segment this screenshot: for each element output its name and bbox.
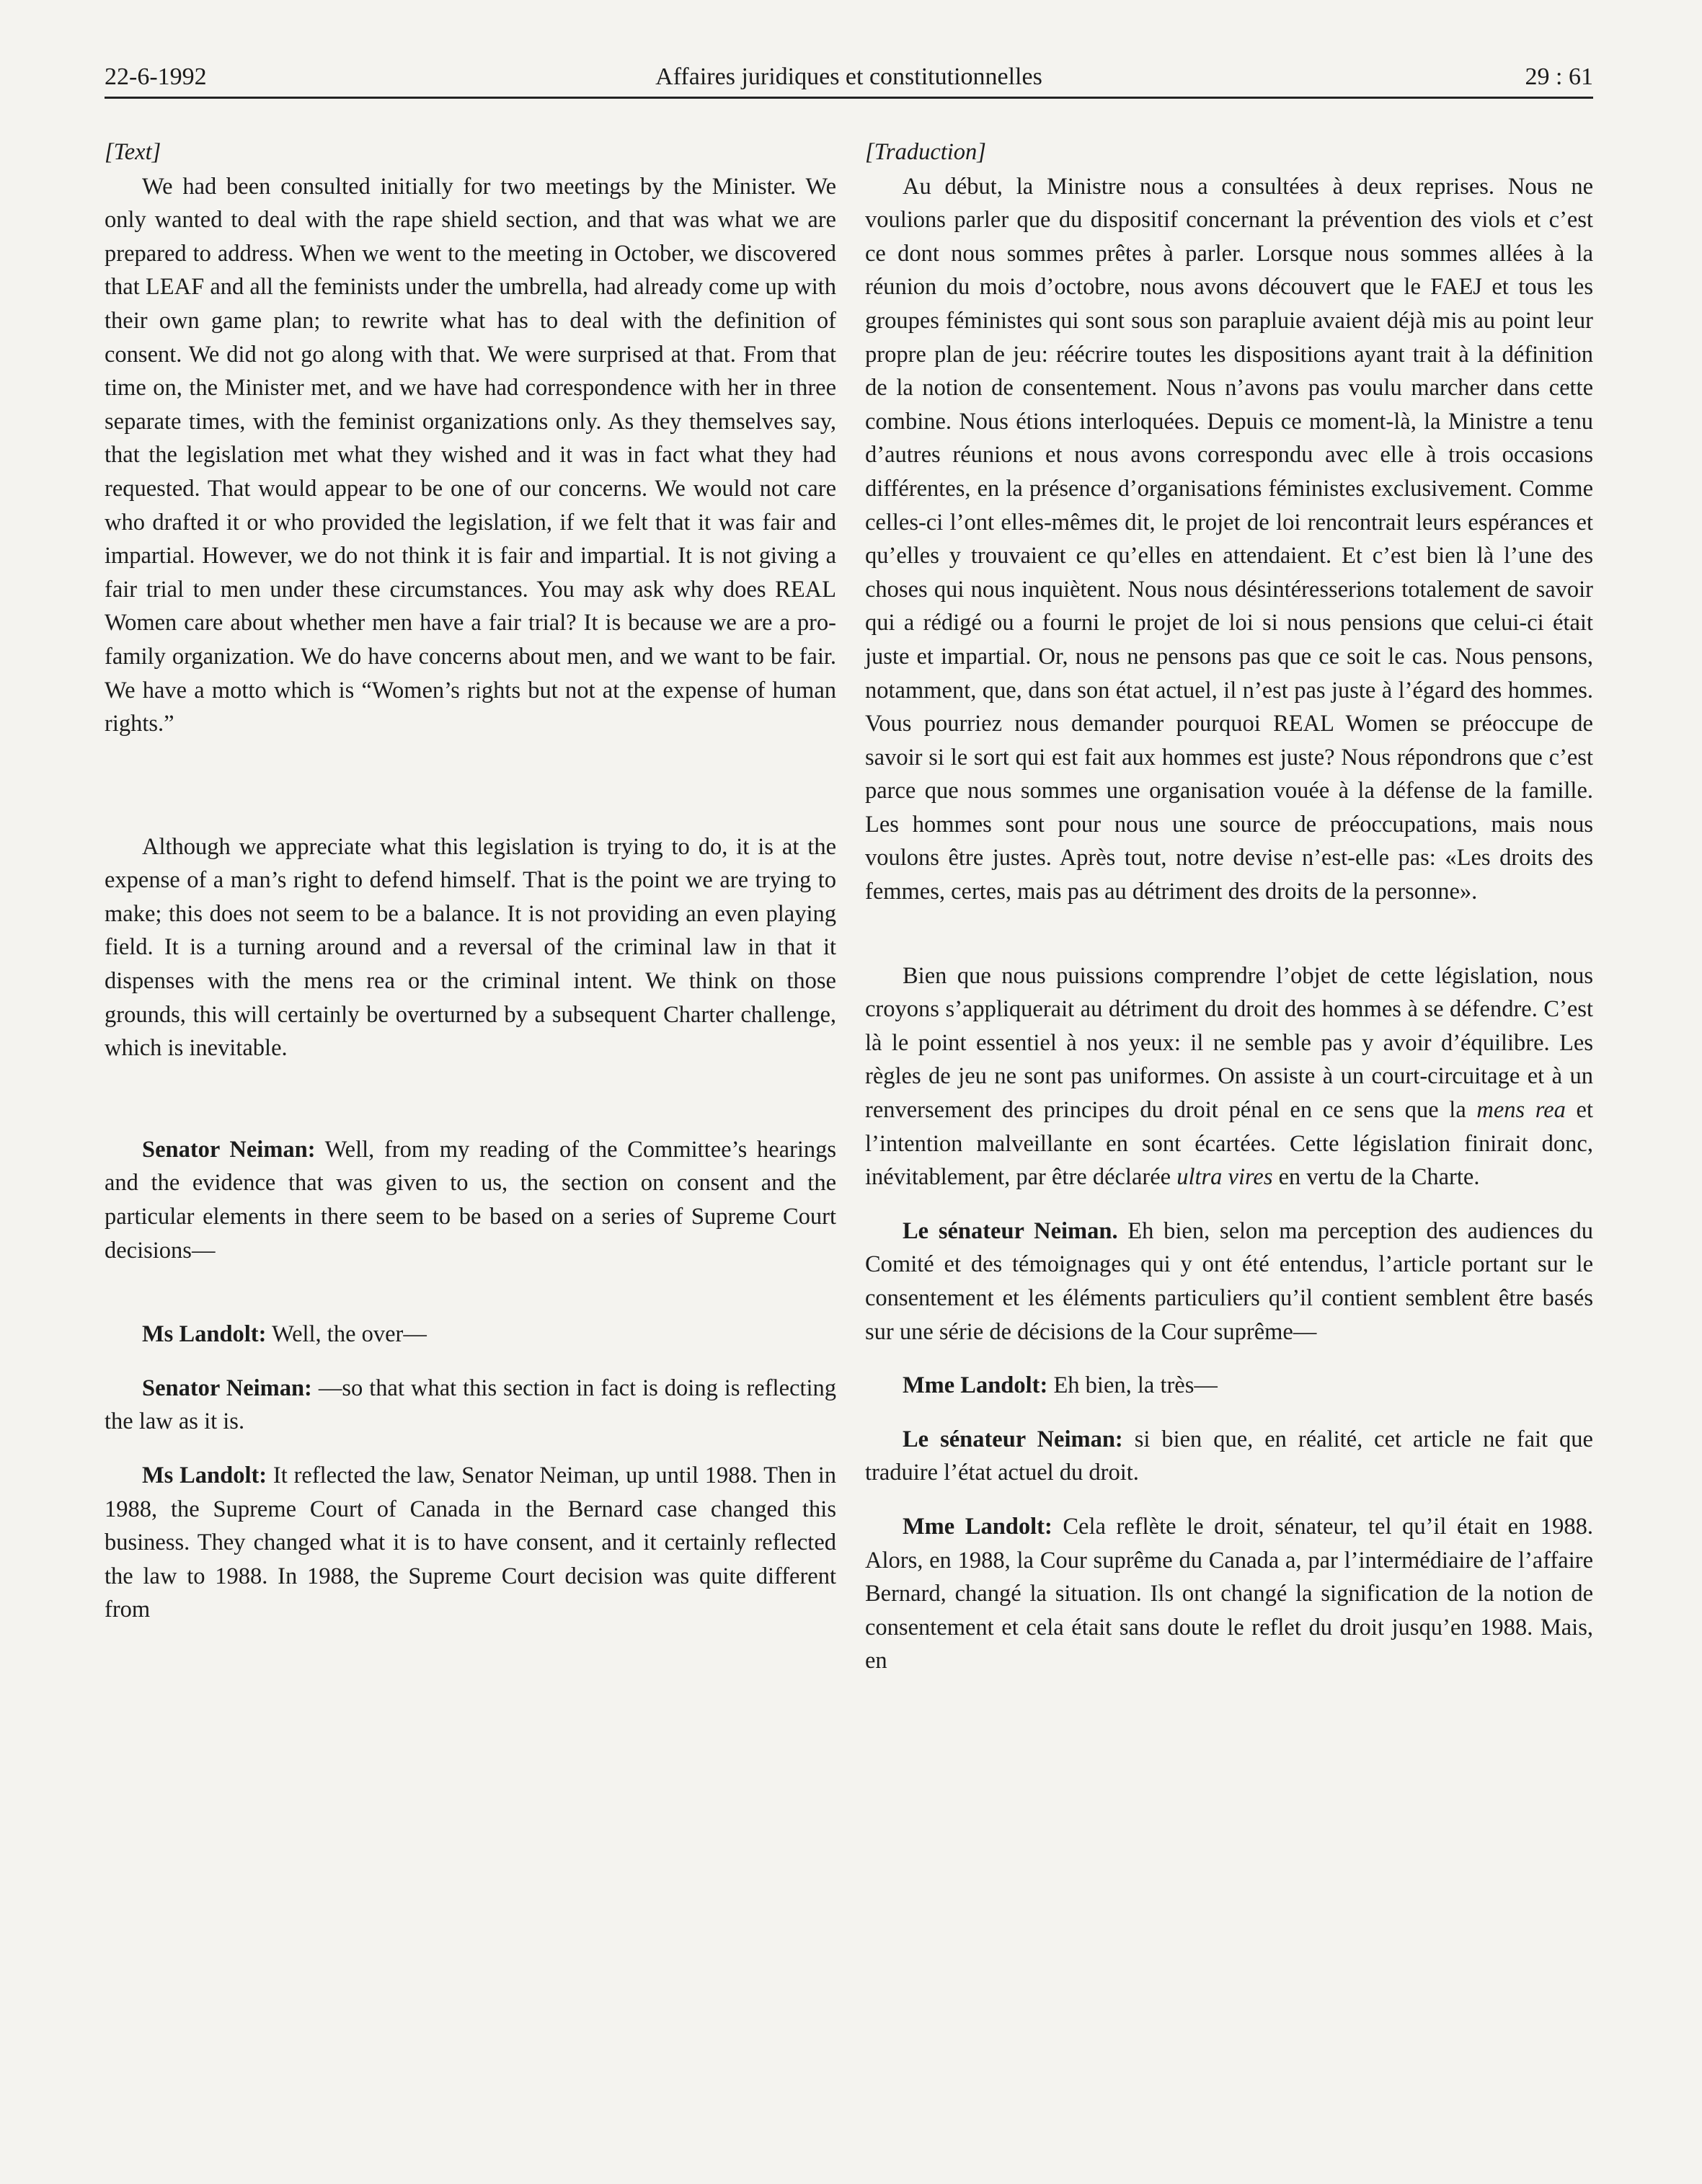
speaker-name: Le sénateur Neiman: (903, 1426, 1123, 1452)
speech-text: Eh bien, la très— (1047, 1372, 1218, 1399)
speech-text: Eh bien, selon ma perception des audiences du Comité et des témoignages qui y ont été entendus, l’article portant sur le consentement et les éléments particuliers qu’il contient semblent être basés sur une série de décisions de la Cour suprême— (865, 1217, 1593, 1345)
french-paragraph-6 (865, 1510, 1593, 1678)
french-paragraph-2 (865, 959, 1593, 1194)
english-paragraph-1: We had been consulted initially for two meetings by the Minister. We only wanted to deal with the rape shield section, and that was what we are prepared to address. When we went to the meeting in October, we discovered that LEAF and all the feminists under the umbrella, had already come up with their own game plan; to rewrite what has to deal with the definition of consent. We did not go along with that. We were surprised at that. From that time on, the Minister met, and we have had correspondence with her in three separate times, with the feminist organizations only. As they themselves say, that the legislation met what they wished and it was in fact what they had requested. That would appear to be one of our concerns. We would not care who drafted it or who provided the legislation, if we felt that it was fair and impartial. However, we do not think it is fair and impartial. It is not giving a fair trial to men under these circumstances. You may ask why does REAL Women care about whether men have a fair trial? It is because we are a pro-family organization. We do have concerns about men, and we want to be fair. We have a motto which is “Women’s rights but not at the expense of human rights.” (105, 173, 836, 737)
speech-text: It reflected the law, Senator Neiman, up until 1988. Then in 1988, the Supreme Court of Canada in the Bernard case changed this business. They changed what it is to have consent, and it certainly reflected the law to 1988. In 1988, the Supreme Court decision was quite different from (105, 1462, 836, 1623)
speaker-name: Ms Landolt: (142, 1462, 267, 1488)
english-paragraph-4 (105, 1318, 836, 1351)
header-page-number: 29 : 61 (1525, 63, 1593, 90)
speech-text: Well, the over— (266, 1321, 427, 1348)
speech-text: —so that what this section in fact is doing is reflecting the law as it is. (105, 1375, 836, 1435)
paragraph-text: Bien que nous puissions comprendre l’objet de cette législation, nous croyons s’appliquerait au détriment du droit des hommes à se défendre. C’est là le point essentiel à nos yeux: il ne semble pas y avoir d’équilibre. Les règles de jeu ne sont pas uniformes. On assiste à un court-circuitage et à un renversement des principes du droit pénal en ce sens que la (865, 962, 1593, 1124)
french-paragraph-1: Au début, la Ministre nous a consultées à deux reprises. Nous ne voulions parler que du dispositif concernant la prévention des viols et c’est ce dont nous sommes prêtes à parler. Lorsque nous sommes allées à la réunion du mois d’octobre, nous avons découvert que le FAEJ et tous les groupes féministes qui sont sous son parapluie avaient déjà mis au point leur propre plan de jeu: réécrire toutes les dispositions ayant trait à la définition de la notion de consentement. Nous n’avons pas voulu marcher dans cette combine. Nous étions interloquées. Depuis ce moment-là, la Ministre a tenu d’autres réunions et nous avons correspondu avec elle à trois occasions différentes, en la présence d’organisations féministes exclusivement. Comme celles-ci l’ont elles-mêmes dit, le projet de loi rencontrait leurs espérances et qu’elles y trouvaient ce qu’elles en attendaient. Et c’est bien là l’une des choses qui nous inquiètent. Nous nous désintéresserions totalement de savoir qui a rédigé ou a fourni le projet de loi si nous pensions que celui-ci était juste et impartial. Or, nous ne pensons pas que ce soit le cas. Nous pensons, notamment, que, dans son état actuel, il n’est pas juste à l’égard des hommes. Vous pourriez nous demander pourquoi REAL Women se préoccupe de savoir si le sort qui est fait aux hommes est juste? Nous répondrons que c’est parce que nous sommes une organisation vouée à la défense de la famille. Les hommes sont pour nous une source de préoccupations, mais nous voulons être justes. Après tout, notre devise n’est-elle pas: «Les droits des femmes, certes, mais pas au détriment des droits de la personne». (865, 173, 1593, 905)
speaker-name: Mme Landolt: (903, 1372, 1048, 1399)
english-column (105, 136, 836, 1627)
page-header (105, 63, 1593, 99)
speech-text: si bien que, en réalité, cet article ne fait que traduire l’état actuel du droit. (865, 1426, 1593, 1486)
header-rule (105, 97, 1593, 99)
french-paragraph-3 (865, 1215, 1593, 1349)
french-column (865, 136, 1593, 1678)
french-paragraph-5 (865, 1423, 1593, 1490)
speaker-name: Ms Landolt: (142, 1321, 267, 1348)
speaker-name: Senator Neiman: (142, 1375, 312, 1401)
english-paragraph-3 (105, 1133, 836, 1267)
english-language-label: [Text] (105, 139, 161, 165)
english-paragraph-2: Although we appreciate what this legislation is trying to do, it is at the expense of a man’s right to defend himself. That is the point we are trying to make; this does not seem to be a balance. It is not providing an even playing field. It is a turning around and a reversal of the criminal law in that it dispenses with the mens rea or the criminal intent. We think on those grounds, this will certainly be overturned by a subsequent Charter challenge, which is inevitable. (105, 833, 836, 1062)
english-paragraph-5 (105, 1372, 836, 1439)
paragraph-text: et l’intention malveillante en sont écartées. Cette législation finirait donc, inévitablement, par être déclarée (865, 1097, 1593, 1191)
english-paragraph-6 (105, 1459, 836, 1627)
paragraph-text: en vertu de la Charte. (1272, 1164, 1480, 1191)
latin-term: mens rea (1476, 1097, 1566, 1124)
speech-text: Well, from my reading of the Committee’s hearings and the evidence that was given to us, the section on consent and the particular elements in there seem to be based on a series of Supreme Court decisions— (105, 1136, 837, 1264)
header-title: Affaires juridiques et constitutionnelles (655, 63, 1042, 90)
speaker-name: Mme Landolt: (903, 1513, 1052, 1540)
latin-term: ultra vires (1176, 1164, 1273, 1191)
header-date: 22-6-1992 (105, 63, 207, 90)
speech-text: Cela reflète le droit, sénateur, tel qu’il était en 1988. Alors, en 1988, la Cour suprême du Canada a, par l’intermédiaire de l’affaire Bernard, changé la situation. Ils ont changé la signification de la notion de consentement et cela était sans doute le reflet du droit jusqu’en 1988. Mais, en (865, 1513, 1593, 1674)
speaker-name: Senator Neiman: (142, 1136, 316, 1163)
speaker-name: Le sénateur Neiman. (903, 1217, 1118, 1244)
french-paragraph-4 (865, 1369, 1593, 1403)
french-language-label: [Traduction] (865, 139, 986, 165)
